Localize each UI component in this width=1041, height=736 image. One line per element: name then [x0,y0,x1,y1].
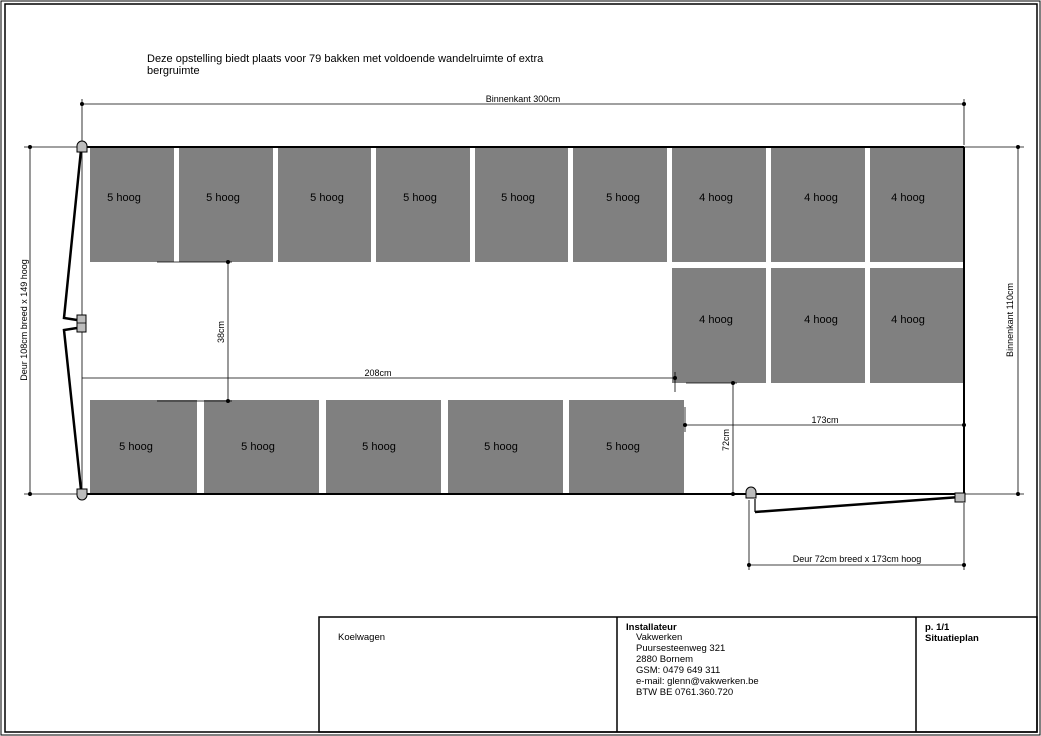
box-top-1-label: 5 hoog [107,191,141,204]
dimension-right-label: Binnenkant 110cm [1005,283,1015,357]
layout-description-line1: Deze opstelling biedt plaats voor 79 bakken met voldoende wandelruimte of extra [147,53,544,65]
bottom-row-boxes [90,400,684,493]
dimension-right-gap-height-label: 72cm [721,428,731,452]
side-door-hinge-left [746,487,756,498]
dimension-top-label: Binnenkant 300cm [485,94,561,104]
box-bottom-4-label: 5 hoog [484,440,518,453]
box-top-4 [376,148,470,262]
box-top-9 [870,148,963,262]
project-name: Koelwagen [338,632,386,643]
installer-phone: GSM: 0479 649 311 [636,665,721,676]
installer-vat: BTW BE 0761.360.720 [636,687,734,698]
door-hinge-bottom [77,489,87,500]
box-bottom-2-label: 5 hoog [241,440,275,453]
box-top-7-label: 4 hoog [699,191,733,204]
side-door [750,494,964,512]
box-top-3 [278,148,371,262]
installer-company: Vakwerken [636,632,683,643]
box-top-6-label: 5 hoog [606,191,640,204]
box-top-4-label: 5 hoog [403,191,437,204]
installer-city: 2880 Bornem [636,654,694,665]
box-top-3-label: 5 hoog [310,191,344,204]
box-top-9-label: 4 hoog [891,191,925,204]
installer-street: Puursesteenweg 321 [636,643,726,654]
installer-email: e-mail: glenn@vakwerken.be [636,676,759,687]
box-top-2-label: 5 hoog [206,191,240,204]
box-top-8 [771,148,865,262]
sheet-title: Situatieplan [925,633,979,644]
box-bottom-3-label: 5 hoog [362,440,396,453]
door-hinge-top [77,141,87,152]
door-latch [77,315,86,332]
box-top-7 [672,148,766,262]
middle-row-boxes [672,268,963,383]
dimension-aisle-height-label: 38cm [216,320,226,344]
box-middle-2-label: 4 hoog [804,313,838,326]
dimension-right-gap-length-label: 173cm [811,415,839,425]
box-top-8-label: 4 hoog [804,191,838,204]
box-bottom-5-label: 5 hoog [606,440,640,453]
installer-heading: Installateur [626,622,677,633]
dimension-right [964,145,1024,495]
box-top-6 [573,148,667,262]
top-row-boxes [90,148,963,262]
side-door-hinge-right [955,493,965,502]
dimension-top [80,99,965,145]
box-middle-1-label: 4 hoog [699,313,733,326]
box-top-2 [179,148,273,262]
layout-description-line2: bergruimte [147,65,200,77]
page-number: p. 1/1 [925,622,950,633]
box-top-5 [475,148,568,262]
dimension-aisle-length-label: 208cm [364,368,392,378]
box-middle-3-label: 4 hoog [891,313,925,326]
box-top-1 [90,148,174,262]
box-top-5-label: 5 hoog [501,191,535,204]
dimension-left-door-label: Deur 108cm breed x 149 hoog [19,259,29,381]
dimension-side-door-label: Deur 72cm breed x 173cm hoog [792,554,922,564]
box-bottom-1-label: 5 hoog [119,440,153,453]
